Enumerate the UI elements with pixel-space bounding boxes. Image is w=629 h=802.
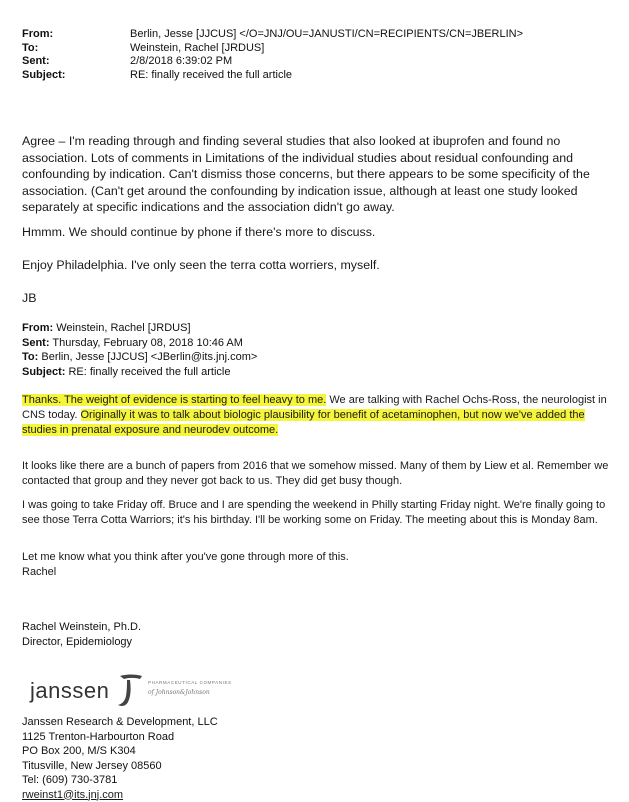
quoted-subject-label: Subject:: [22, 366, 65, 378]
signature-title: Director, Epidemiology: [22, 635, 141, 650]
quoted-sent-label: Sent:: [22, 337, 50, 349]
to-value: Weinstein, Rachel [JRDUS]: [130, 42, 264, 56]
quoted-header: [22, 321, 257, 379]
highlighted-text-1: Thanks. The weight of evidence is starting to feel heavy to me.: [22, 394, 326, 406]
to-row: [22, 42, 523, 56]
reply-signoff: JB: [22, 290, 614, 307]
quoted-paragraph-2: It looks like there are a bunch of papers from 2016 that we somehow missed. Many of them by Liew et al. Remember we contacted that group and they never got back to us. They did get busy though.: [22, 459, 622, 489]
subject-row: [22, 69, 523, 83]
quoted-from-value: Weinstein, Rachel [JRDUS]: [56, 322, 190, 334]
quoted-paragraph-4: [22, 550, 622, 580]
from-value: Berlin, Jesse [JJCUS] </O=JNJ/OU=JANUSTI/CN=RECIPIENTS/CN=JBERLIN>: [130, 28, 523, 42]
address-block: [22, 715, 218, 802]
quoted-subject-row: [22, 365, 257, 380]
from-row: [22, 28, 523, 42]
email-link[interactable]: rweinst1@its.jnj.com: [22, 788, 218, 802]
quoted-from-row: [22, 321, 257, 336]
quoted-closing-name: Rachel: [22, 565, 622, 580]
quoted-to-label: To:: [22, 351, 38, 363]
quoted-closing-line: Let me know what you think after you've gone through more of this.: [22, 550, 622, 565]
reply-paragraph-1: Agree – I'm reading through and finding several studies that also looked at ibuprofen and found no association. Lots of comments in Limitations of the individual studies about residual confounding and confounding by indication. Can't dismiss those concerns, but there appears to be some specificity of the association. (Can't get around the confounding by indication issue, although at least one study looked separately at specific indications and the association didn't go away.: [22, 133, 614, 216]
subject-value: RE: finally received the full article: [130, 69, 292, 83]
reply-paragraph-3: Enjoy Philadelphia. I've only seen the terra cotta worriers, myself.: [22, 257, 614, 274]
quoted-to-row: [22, 350, 257, 365]
from-label: From:: [22, 28, 130, 42]
janssen-logo: [30, 672, 290, 712]
logo-wordmark: janssen: [30, 678, 109, 704]
quoted-from-label: From:: [22, 322, 53, 334]
telephone: Tel: (609) 730-3781: [22, 773, 218, 788]
quoted-paragraph-3: I was going to take Friday off. Bruce and I are spending the weekend in Philly starting Friday night. We're finally going to see those Terra Cotta Warriors; it's his birthday. I'll be working some on Friday. The meeting about this is Monday 8am.: [22, 498, 622, 528]
po-box: PO Box 200, M/S K304: [22, 744, 218, 759]
signature-name: Rachel Weinstein, Ph.D.: [22, 620, 141, 635]
to-label: To:: [22, 42, 130, 56]
quoted-subject-value: RE: finally received the full article: [68, 366, 230, 378]
quoted-paragraph-1: [22, 393, 622, 438]
logo-subtitle-2: of Johnson&Johnson: [148, 689, 210, 696]
quoted-sent-value: Thursday, February 08, 2018 10:46 AM: [52, 337, 243, 349]
street-address: 1125 Trenton-Harbourton Road: [22, 730, 218, 745]
highlighted-text-2: Originally it was to talk about biologic plausibility for benefit of acetaminophen, but now we've added the studies in prenatal exposure and neurodev outcome.: [22, 409, 585, 436]
reply-paragraph-2: Hmmm. We should continue by phone if there's more to discuss.: [22, 224, 614, 241]
logo-subtitle-1: PHARMACEUTICAL COMPANIES: [148, 680, 232, 685]
quoted-sent-row: [22, 336, 257, 351]
quoted-to-value: Berlin, Jesse [JJCUS] <JBerlin@its.jnj.com>: [41, 351, 257, 363]
janssen-swoosh-icon: [116, 672, 144, 710]
signature-block: [22, 620, 141, 650]
sent-value: 2/8/2018 6:39:02 PM: [130, 55, 232, 69]
quoted-text-mid: We are talking with Rachel Ochs-Ross, the neurologist in CNS today.: [22, 394, 607, 421]
email-header: [22, 28, 523, 82]
sent-row: [22, 55, 523, 69]
sent-label: Sent:: [22, 55, 130, 69]
subject-label: Subject:: [22, 69, 130, 83]
company-name: Janssen Research & Development, LLC: [22, 715, 218, 730]
city-state-zip: Titusville, New Jersey 08560: [22, 759, 218, 774]
